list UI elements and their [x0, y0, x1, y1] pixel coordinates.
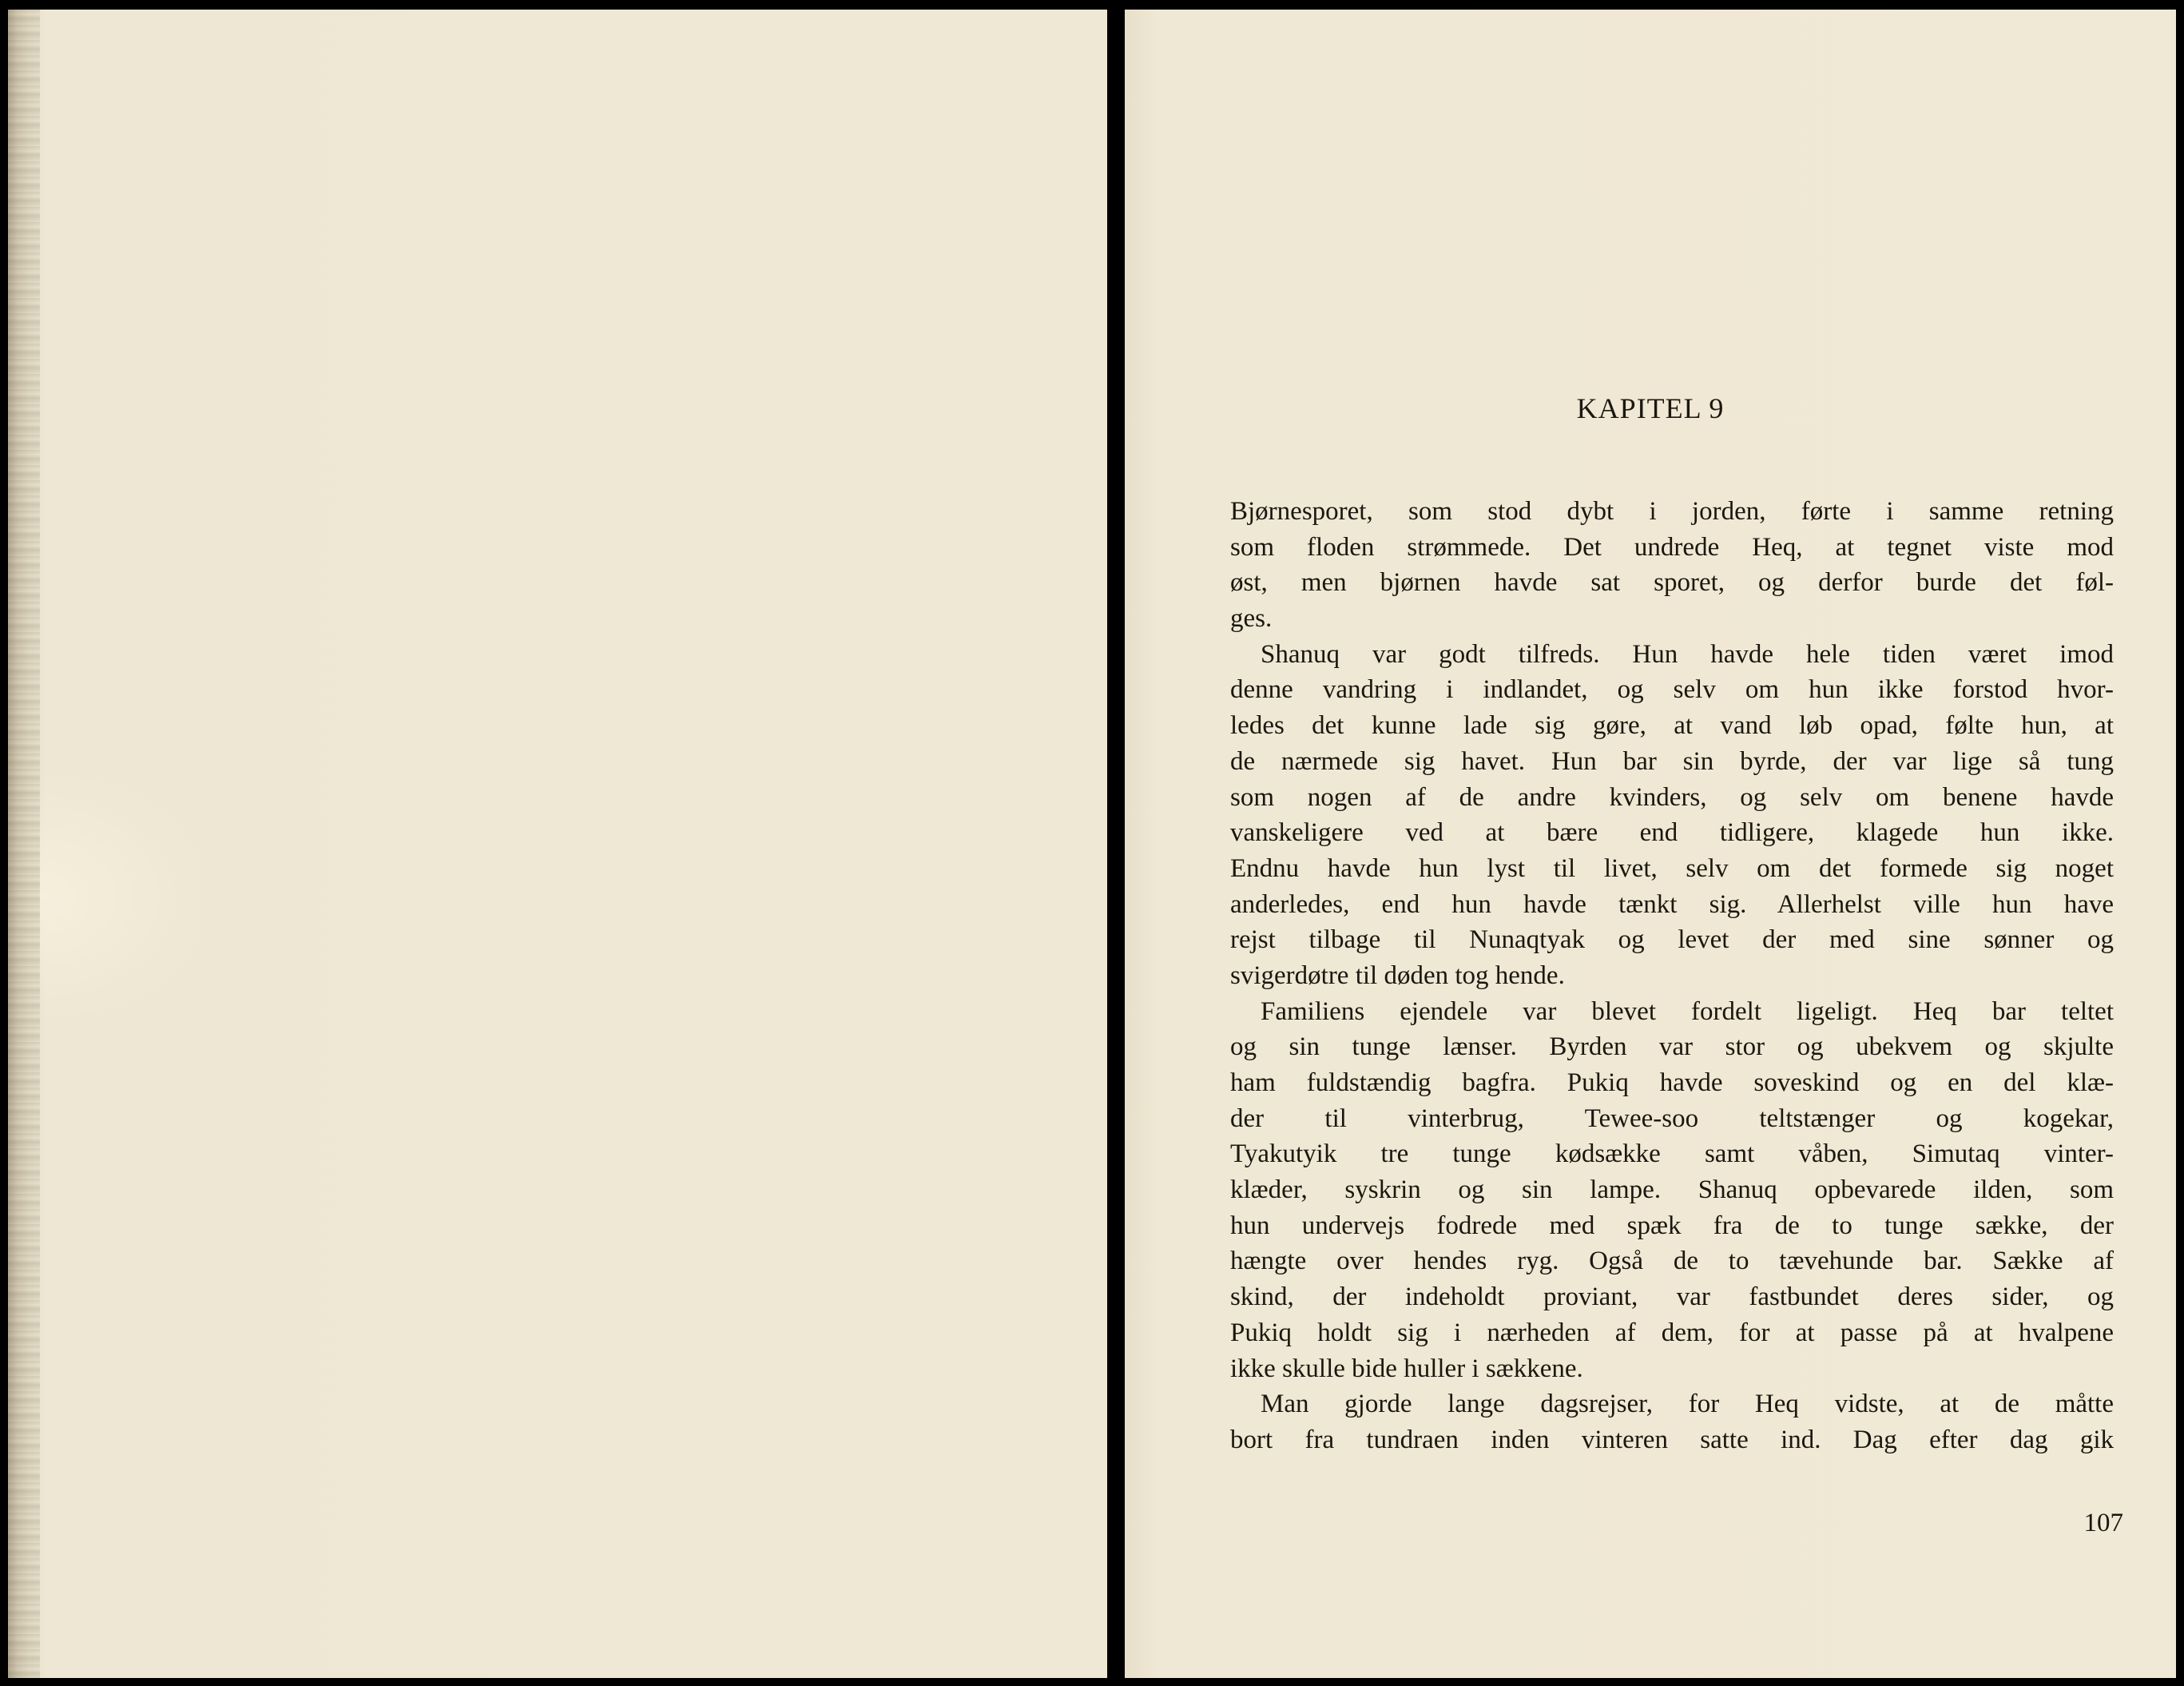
- text-line: ledes det kunne lade sig gøre, at vand løb opad, følte hun, at: [1230, 711, 2114, 741]
- text-line: ham fuldstændig bagfra. Pukiq havde soveskind og en del klæ-: [1230, 1068, 2114, 1097]
- text-line: vanskeligere ved at bære end tidligere, klagede hun ikke.: [1230, 818, 2114, 848]
- text-line: rejst tilbage til Nunaqtyak og levet der med sine sønner og: [1230, 925, 2114, 955]
- text-line: og sin tunge lænser. Byrden var stor og ubekvem og skjulte: [1230, 1032, 2114, 1062]
- left-page-edge-stain: [8, 10, 40, 1678]
- text-line: Endnu havde hun lyst til livet, selv om det formede sig noget: [1230, 853, 2114, 883]
- page-number: 107: [2083, 1509, 2123, 1537]
- text-line: Familiens ejendele var blevet fordelt ligeligt. Heq bar teltet: [1261, 996, 2114, 1026]
- right-page: [1125, 10, 2176, 1678]
- text-line: Pukiq holdt sig i nærheden af dem, for at passe på at hvalpene: [1230, 1318, 2114, 1347]
- text-line: der til vinterbrug, Tewee-soo teltstænger og kogekar,: [1230, 1103, 2114, 1133]
- text-line: Bjørnesporet, som stod dybt i jorden, førte i samme retning: [1230, 497, 2114, 526]
- text-line: hængte over hendes ryg. Også de to tævehunde bar. Sække af: [1230, 1247, 2114, 1276]
- left-page-light-patch: [40, 777, 200, 1016]
- text-line: Tyakutyik tre tunge kødsække samt våben, Simutaq vinter-: [1230, 1139, 2114, 1169]
- text-line: de nærmede sig havet. Hun bar sin byrde, der var lige så tung: [1230, 746, 2114, 776]
- left-page-blank: [8, 10, 1107, 1678]
- text-line: Shanuq var godt tilfreds. Hun havde hele tiden været imod: [1261, 639, 2114, 669]
- text-line: anderledes, end hun havde tænkt sig. Allerhelst ville hun have: [1230, 889, 2114, 919]
- text-line: skind, der indeholdt proviant, var fastbundet deres sider, og: [1230, 1282, 2114, 1312]
- text-line: ikke skulle bide huller i sækkene.: [1230, 1354, 1583, 1383]
- text-line: hun undervejs fodrede med spæk fra de to tunge sække, der: [1230, 1211, 2114, 1240]
- text-line: klæder, syskrin og sin lampe. Shanuq opbevarede ilden, som: [1230, 1175, 2114, 1205]
- text-line: denne vandring i indlandet, og selv om hun ikke forstod hvor-: [1230, 675, 2114, 705]
- text-line: ges.: [1230, 604, 1273, 634]
- text-line: øst, men bjørnen havde sat sporet, og derfor burde det føl-: [1230, 568, 2114, 598]
- chapter-title: KAPITEL 9: [1576, 392, 1725, 424]
- text-line: Man gjorde lange dagsrejser, for Heq vidste, at de måtte: [1261, 1390, 2114, 1419]
- text-line: svigerdøtre til døden tog hende.: [1230, 960, 1565, 990]
- text-line: som nogen af de andre kvinders, og selv om benene havde: [1230, 782, 2114, 812]
- body-text: [1230, 494, 2114, 1458]
- text-line: som floden strømmede. Det undrede Heq, at tegnet viste mod: [1230, 532, 2114, 562]
- text-line: bort fra tundraen inden vinteren satte ind. Dag efter dag gik: [1230, 1425, 2114, 1454]
